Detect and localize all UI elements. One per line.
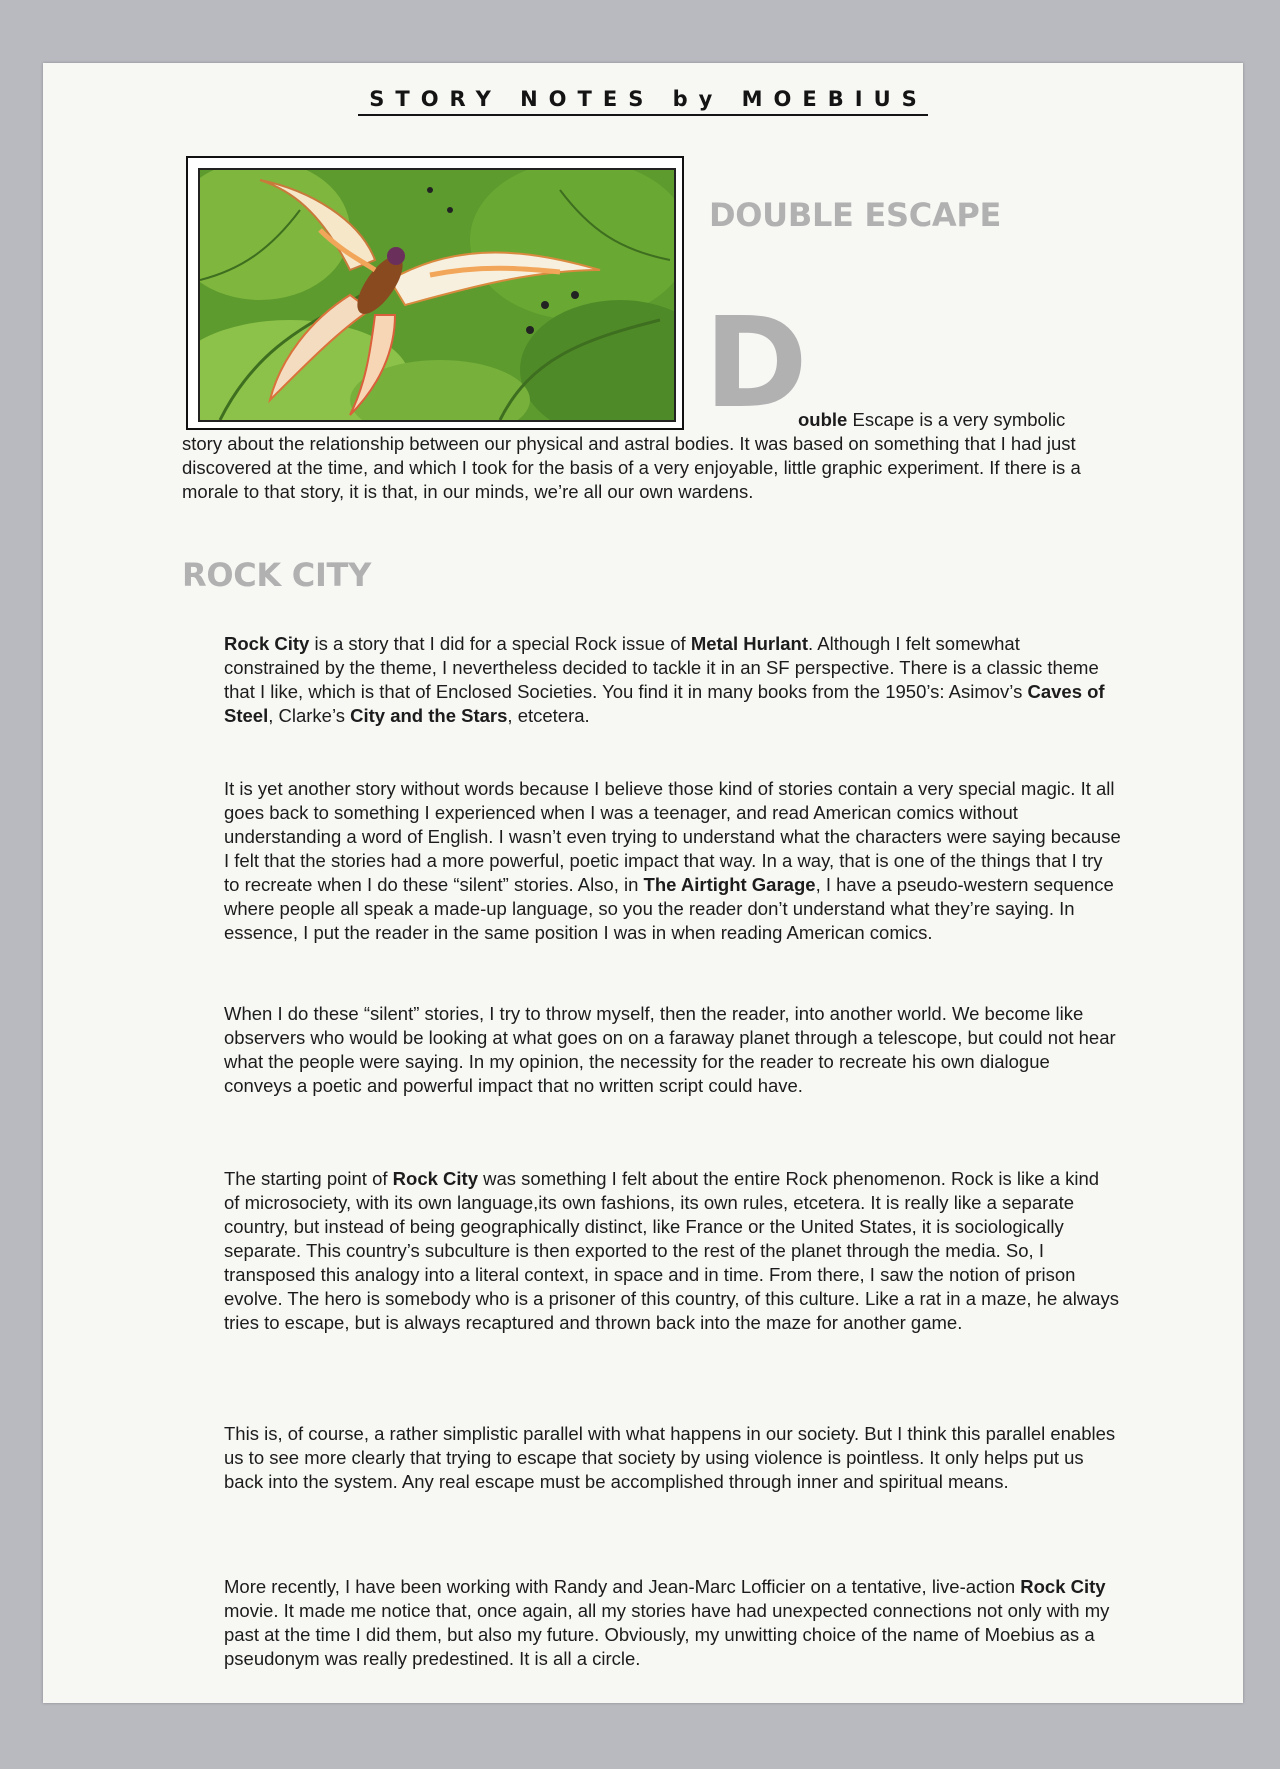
rock-city-paragraph-2: [182, 777, 1122, 945]
dragonfly-creature-jungle-illustration: [198, 168, 676, 422]
bold-rock-city: Rock City: [392, 1168, 478, 1189]
running-header: [43, 87, 1243, 116]
rock-city-paragraph-1: [182, 632, 1119, 728]
text-span: The starting point of: [224, 1168, 393, 1189]
header-title: STORY NOTES by MOEBIUS: [358, 87, 928, 116]
text-span: was something I felt about the entire Rock phenomenon. Rock is like a kind of microsociety, with its own language,its own fashions, its own rules, etcetera. It is really like a separate country, but instead of being geographically distinct, like France or the United States, it is sociologically separate. This country’s subculture is then exported to the rest of the planet through the media. So, I transposed this analogy into a literal context, in space and in time. From there, I saw the notion of prison evolve. The hero is somebody who is a prisoner of this country, of this culture. Like a rat in a maze, he always tries to escape, but is always recaptured and thrown back into the maze for another game.: [224, 1168, 1119, 1333]
text-span: is a story that I did for a special Rock issue of: [309, 633, 691, 654]
bold-city-and-the-stars: City and the Stars: [350, 705, 508, 726]
bold-metal-hurlant: Metal Hurlant: [690, 633, 808, 654]
text-span: . Although I felt somewhat constrained by the theme, I nevertheless decided to tackle it in an SF perspective. There is a classic theme that I like, which is that of Enclosed Societies. You find it in many books from the 1950’s: Asimov’s: [224, 633, 1099, 702]
text-span: , etcetera.: [507, 705, 590, 726]
rock-city-paragraph-3: When I do these “silent” stories, I try to throw myself, then the reader, into another world. We become like observers who would be looking at what goes on on a faraway planet through a telescope, but could not hear what the people were saying. In my opinion, the necessity for the reader to recreate his own dialogue conveys a poetic and powerful impact that no written script could have.: [224, 1003, 1116, 1096]
text-span: , Clarke’s: [268, 705, 351, 726]
bold-rock-city: Rock City: [224, 633, 310, 654]
page: [43, 63, 1243, 1703]
drop-cap: D: [704, 291, 808, 436]
bold-caves-of-steel: Caves of Steel: [224, 681, 1105, 726]
text-span: movie. It made me notice that, once again, all my stories have had unexpected connections not only with my past at the time I did them, but also my future. Obviously, my unwitting choice of the name of Moebius as a pseudonym was really predestined. It is all a circle.: [224, 1600, 1110, 1669]
rock-city-paragraph-5: This is, of course, a rather simplistic parallel with what happens in our society. But I think this parallel enables us to see more clearly that trying to escape that society by using violence is pointless. It only helps put us back into the system. Any real escape must be accomplished through inner and spiritual means.: [224, 1423, 1116, 1492]
lead-rest: Escape is a very symbolic: [847, 409, 1066, 430]
double-escape-lead-line: [798, 408, 1065, 432]
bold-airtight-garage: The Airtight Garage: [643, 874, 816, 895]
bold-rock-city: Rock City: [1020, 1576, 1106, 1597]
double-escape-paragraph: story about the relationship between our physical and astral bodies. It was based on something that I had just discovered at the time, and which I took for the basis of a very enjoyable, little graphic experiment. If there is a morale to that story, it is that, in our minds, we’re all our own wardens.: [182, 433, 1081, 502]
rock-city-paragraph-6: [182, 1575, 1116, 1671]
text-span: More recently, I have been working with Randy and Jean-Marc Lofficier on a tentative, live-action: [224, 1576, 1021, 1597]
text-span: It is yet another story without words because I believe those kind of stories contain a very special magic. It all goes back to something I experienced when I was a teenager, and read American comics without understanding a word of English. I wasn’t even trying to understand what the characters were saying because I felt that the stories had a more powerful, poetic impact that way. In a way, that is one of the things that I try to recreate when I do these “silent” stories. Also, in: [224, 778, 1121, 895]
text-span: , I have a pseudo-western sequence where people all speak a made-up language, so you the reader don’t understand what they’re saying. In essence, I put the reader in the same position I was in when reading American comics.: [224, 874, 1114, 943]
lead-bold: ouble: [798, 409, 848, 430]
section-title-rock-city: ROCK CITY: [182, 556, 371, 594]
section-title-double-escape: DOUBLE ESCAPE: [709, 196, 1002, 234]
illustration-frame: [186, 156, 684, 430]
rock-city-paragraph-4: [182, 1167, 1119, 1335]
